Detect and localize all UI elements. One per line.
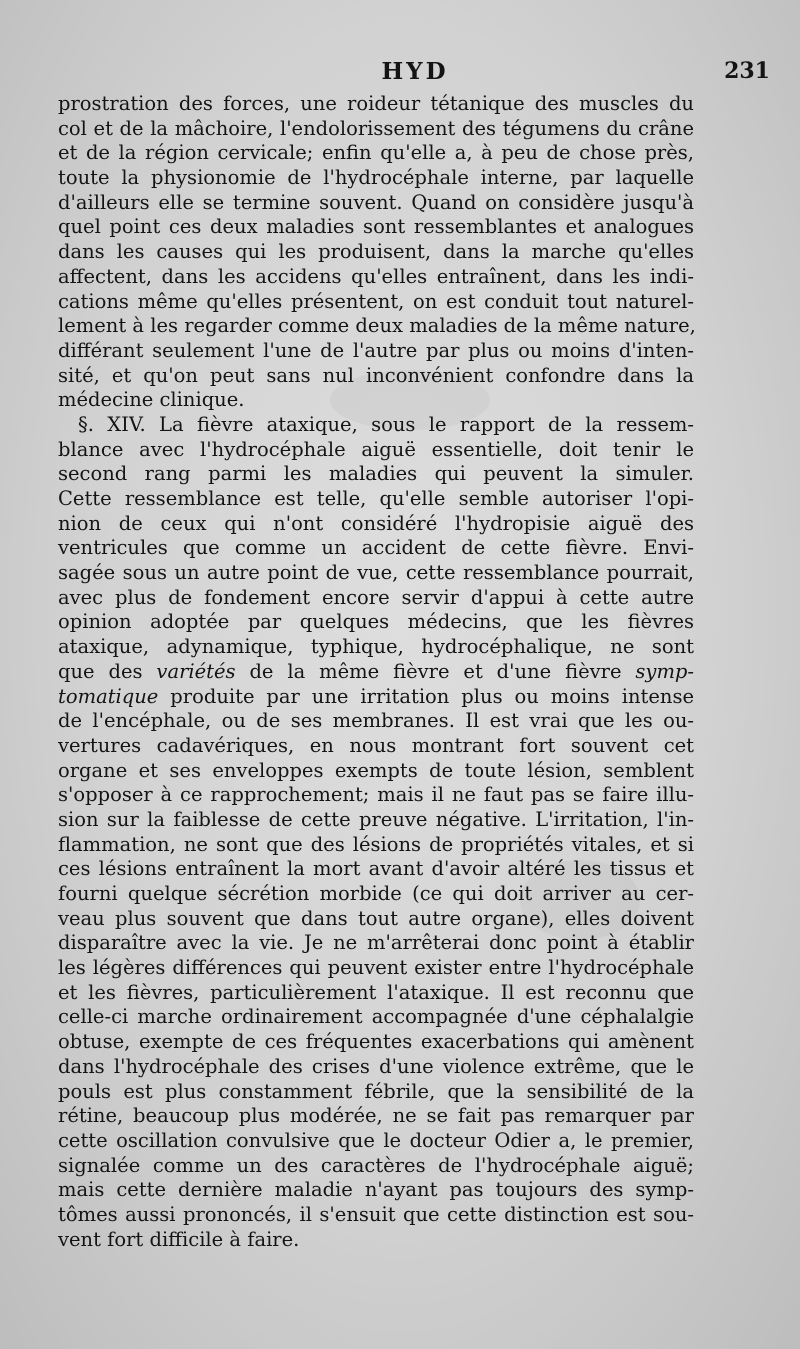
text-line: de l'encéphale, ou de ses membranes. Il est vrai que les ou- xyxy=(58,709,694,733)
text-line: signalée comme un des caractères de l'hydrocéphale aiguë; xyxy=(58,1153,694,1177)
text-line: pouls est plus constamment fébrile, que la sensibilité de la xyxy=(58,1079,694,1103)
text-line: nion de ceux qui n'ont considéré l'hydropisie aiguë des xyxy=(58,511,694,535)
text-line: dans les causes qui les produisent, dans la marche qu'elles xyxy=(58,240,694,264)
italic-text: variétés xyxy=(156,659,236,683)
text-line: col et de la mâchoire, l'endolorissement des tégumens du crâne xyxy=(58,116,694,140)
text-line: §. XIV. La fièvre ataxique, sous le rapport de la ressem- xyxy=(78,412,694,436)
text-line: rétine, beaucoup plus modérée, ne se fait pas remarquer par xyxy=(58,1104,694,1128)
text-line: affectent, dans les accidens qu'elles entraînent, dans les indi- xyxy=(58,264,694,288)
text-line: lement à les regarder comme deux maladies de la même nature, xyxy=(58,314,696,338)
text-line: obtuse, exempte de ces fréquentes exacerbations qui amènent xyxy=(58,1030,694,1054)
text-line: sagée sous un autre point de vue, cette ressemblance pourrait, xyxy=(58,561,694,585)
text-line: organe et ses enveloppes exempts de toute lésion, semblent xyxy=(58,758,694,782)
italic-text: tomatique xyxy=(58,684,159,708)
text-segment: que des xyxy=(58,659,157,683)
text-line: blance avec l'hydrocéphale aiguë essentielle, doit tenir le xyxy=(58,437,694,461)
text-line: flammation, ne sont que des lésions de propriétés vitales, et si xyxy=(58,832,694,856)
text-line: vertures cadavériques, en nous montrant fort souvent cet xyxy=(58,733,694,757)
text-line: prostration des forces, une roideur tétanique des muscles du xyxy=(58,92,694,115)
text-line: cations même qu'elles présentent, on est conduit tout naturel- xyxy=(58,289,694,313)
text-segment: de la même fièvre et d'une fièvre xyxy=(235,659,636,683)
text-line: avec plus de fondement encore servir d'appui à cette autre xyxy=(58,585,694,609)
text-line xyxy=(58,685,694,710)
text-line: sion sur la faiblesse de cette preuve négative. L'irritation, l'in- xyxy=(58,807,694,831)
text-line: second rang parmi les maladies qui peuvent la simuler. xyxy=(58,462,694,486)
page-number: 231 xyxy=(724,58,770,84)
text-line: et de la région cervicale; enfin qu'elle a, à peu de chose près, xyxy=(58,141,694,165)
text-line: celle-ci marche ordinairement accompagnée d'une céphalalgie xyxy=(58,1005,694,1029)
text-line: Cette ressemblance est telle, qu'elle semble autoriser l'opi- xyxy=(58,487,694,510)
text-line xyxy=(58,660,694,685)
text-line: dans l'hydrocéphale des crises d'une violence extrême, que le xyxy=(58,1054,694,1078)
text-line: vent fort difficile à faire. xyxy=(58,1227,300,1251)
text-line: ces lésions entraînent la mort avant d'avoir altéré les tissus et xyxy=(58,857,694,881)
text-line: fourni quelque sécrétion morbide (ce qui doit arriver au cer- xyxy=(58,882,694,905)
text-line: ataxique, adynamique, typhique, hydrocéphalique, ne sont xyxy=(58,635,694,659)
text-line: cette oscillation convulsive que le docteur Odier a, le premier, xyxy=(58,1128,694,1152)
text-line: mais cette dernière maladie n'ayant pas toujours des symp- xyxy=(58,1178,694,1202)
text-line: médecine clinique. xyxy=(58,388,245,412)
body-text xyxy=(58,92,694,1252)
text-line: différant seulement l'une de l'autre par plus ou moins d'inten- xyxy=(58,338,694,362)
text-line: les légères différences qui peuvent exister entre l'hydrocéphale xyxy=(58,956,694,980)
text-line: veau plus souvent que dans tout autre organe), elles doivent xyxy=(58,906,694,930)
text-line: opinion adoptée par quelques médecins, que les fièvres xyxy=(58,610,694,634)
text-line: disparaître avec la vie. Je ne m'arrêterai donc point à établir xyxy=(58,931,694,955)
text-line: toute la physionomie de l'hydrocéphale interne, par laquelle xyxy=(58,166,694,190)
text-line: ventricules que comme un accident de cette fièvre. Envi- xyxy=(58,536,694,560)
text-segment: produite par une irritation plus ou moins intense xyxy=(158,684,694,708)
running-head xyxy=(60,58,770,88)
text-line: et les fièvres, particulièrement l'ataxique. Il est reconnu que xyxy=(58,980,694,1004)
text-line: sité, et qu'on peut sans nul inconvénient confondre dans la xyxy=(58,363,694,387)
running-head-title: HYD xyxy=(381,58,449,85)
text-line: tômes aussi prononcés, il s'ensuit que cette distinction est sou- xyxy=(58,1202,694,1226)
text-line: quel point ces deux maladies sont ressemblantes et analogues xyxy=(58,215,694,239)
italic-text: symp- xyxy=(635,659,695,683)
text-line: s'opposer à ce rapprochement; mais il ne faut pas se faire illu- xyxy=(58,783,694,807)
text-line: d'ailleurs elle se termine souvent. Quand on considère jusqu'à xyxy=(58,190,694,214)
